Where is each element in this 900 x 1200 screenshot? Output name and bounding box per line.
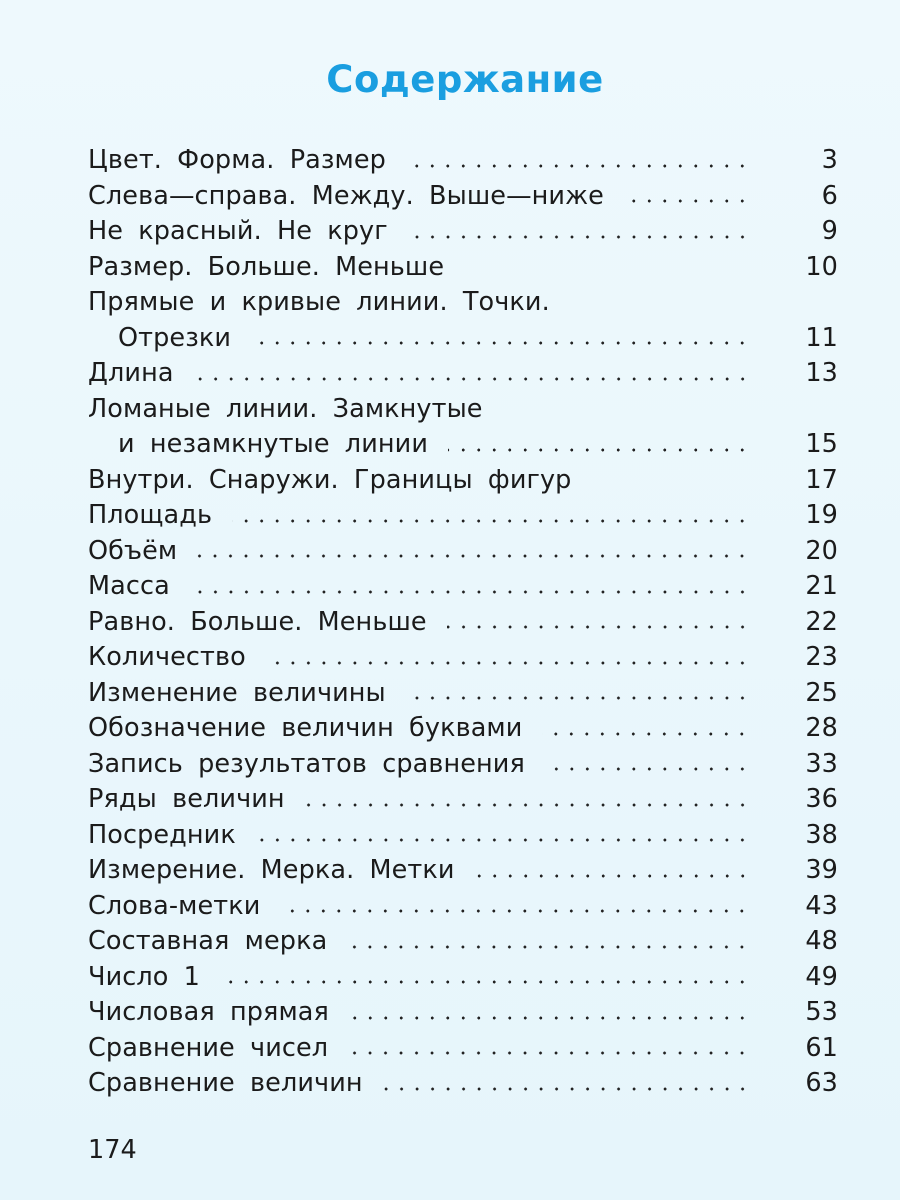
dot-leader — [190, 589, 750, 595]
dot-leader — [197, 553, 750, 559]
toc-entry-line — [88, 569, 838, 605]
toc-entry — [88, 143, 838, 179]
toc-entry-page: 15 — [805, 429, 838, 459]
toc-entry-title: Размер. Больше. Меньше — [88, 251, 445, 282]
toc-entry — [88, 995, 838, 1031]
toc-entry-title: Числовая прямая — [88, 997, 329, 1027]
toc-entry-line — [88, 534, 838, 570]
toc-entry-page: 61 — [805, 1032, 838, 1063]
toc-entry-title: Масса — [88, 571, 170, 601]
dot-leader — [475, 873, 750, 879]
toc-entry — [88, 1066, 838, 1102]
page-title: Содержание — [326, 58, 604, 101]
page-number: 174 — [88, 1135, 137, 1165]
toc-entry-title: Число 1 — [88, 961, 201, 992]
toc-entry-line — [88, 960, 838, 996]
toc-entry-page: 36 — [805, 784, 838, 814]
toc-entry-title: Длина — [88, 358, 174, 388]
toc-entry-title: Объём — [88, 535, 178, 566]
toc-entry-title: Запись результатов сравнения — [88, 748, 525, 779]
toc-entry-title: Отрезки — [118, 322, 232, 353]
dot-leader — [383, 1086, 750, 1092]
toc-entry-page: 11 — [805, 322, 838, 353]
dot-leader — [305, 802, 750, 808]
toc-entry-title: Сравнение величин — [88, 1068, 363, 1098]
toc-entry-title: Слова-метки — [88, 890, 261, 921]
dot-leader — [542, 731, 750, 737]
toc-entry — [88, 747, 838, 783]
toc-entry-line — [88, 285, 838, 321]
dot-leader — [348, 1050, 750, 1056]
toc-entry — [88, 924, 838, 960]
toc-entry-line — [88, 427, 838, 463]
toc-entry — [88, 179, 838, 215]
dot-leader — [448, 447, 750, 453]
toc-entry-title: Сравнение чисел — [88, 1032, 329, 1063]
toc-entry — [88, 640, 838, 676]
toc-entry-page: 22 — [805, 606, 838, 637]
toc-entry-page: 53 — [805, 997, 838, 1027]
dot-leader — [251, 340, 750, 346]
toc-entry-page: 20 — [805, 535, 838, 566]
toc-entry-line — [88, 853, 838, 889]
toc-entry-title: Прямые и кривые линии. Точки. — [88, 287, 550, 317]
toc-entry — [88, 1031, 838, 1067]
toc-entry — [88, 214, 838, 250]
toc-entry-line — [88, 214, 838, 250]
dot-leader — [591, 482, 750, 488]
toc-entry-page: 28 — [805, 713, 838, 743]
toc-entry-title: Изменение величины — [88, 677, 386, 708]
toc-entry-title: Посредник — [88, 819, 236, 850]
toc-entry-page: 38 — [805, 819, 838, 850]
toc-entry-line — [88, 711, 838, 747]
toc-entry-title: Обозначение величин буквами — [88, 713, 523, 743]
toc-entry-line — [88, 1066, 838, 1102]
dot-leader — [256, 837, 750, 843]
toc-entry-page: 19 — [805, 500, 838, 530]
toc-entry-line — [88, 924, 838, 960]
dot-leader — [232, 518, 750, 524]
toc-entry-page: 33 — [805, 748, 838, 779]
toc-entry-line — [88, 143, 838, 179]
toc-entry-line — [88, 463, 838, 499]
dot-leader — [266, 660, 750, 666]
toc-entry-line — [88, 392, 838, 428]
toc-entry-page: 13 — [805, 358, 838, 388]
dot-leader — [464, 269, 750, 275]
dot-leader — [406, 163, 750, 169]
toc-entry — [88, 782, 838, 818]
table-of-contents — [88, 143, 838, 1102]
toc-entry — [88, 356, 838, 392]
toc-entry — [88, 392, 838, 463]
toc-entry — [88, 285, 838, 356]
toc-entry-line — [88, 818, 838, 854]
toc-entry-line — [88, 498, 838, 534]
toc-entry — [88, 889, 838, 925]
dot-leader — [194, 376, 750, 382]
toc-entry — [88, 676, 838, 712]
toc-entry-title: Цвет. Форма. Размер — [88, 145, 386, 175]
dot-leader — [220, 979, 750, 985]
toc-entry-line — [88, 321, 838, 357]
toc-entry-title: Равно. Больше. Меньше — [88, 606, 427, 637]
toc-entry-title: Измерение. Мерка. Метки — [88, 855, 455, 885]
dot-leader — [624, 198, 750, 204]
dot-leader — [406, 695, 750, 701]
toc-entry — [88, 853, 838, 889]
toc-entry — [88, 711, 838, 747]
toc-entry — [88, 605, 838, 641]
toc-entry — [88, 818, 838, 854]
toc-entry-title: Составная мерка — [88, 926, 328, 956]
toc-entry-page: 23 — [805, 642, 838, 672]
toc-entry-page: 25 — [805, 677, 838, 708]
dot-leader — [447, 624, 750, 630]
toc-entry-page: 3 — [821, 145, 838, 175]
toc-entry-page: 39 — [805, 855, 838, 885]
toc-entry-line — [88, 782, 838, 818]
toc-entry-page: 17 — [805, 464, 838, 495]
toc-entry-line — [88, 605, 838, 641]
toc-entry-title: Не красный. Не круг — [88, 216, 388, 246]
toc-entry-title: Количество — [88, 642, 246, 672]
toc-entry-title: Ломаные линии. Замкнутые — [88, 393, 483, 424]
toc-entry — [88, 960, 838, 996]
toc-entry-line — [88, 179, 838, 215]
toc-entry-line — [88, 1031, 838, 1067]
toc-entry-line — [88, 250, 838, 286]
toc-entry-title: Внутри. Снаружи. Границы фигур — [88, 464, 572, 495]
dot-leader — [280, 908, 750, 914]
toc-entry-page: 21 — [805, 571, 838, 601]
toc-entry-page: 48 — [805, 926, 838, 956]
toc-entry-line — [88, 747, 838, 783]
toc-entry-line — [88, 889, 838, 925]
toc-entry-page: 9 — [821, 216, 838, 246]
toc-entry-page: 43 — [805, 890, 838, 921]
toc-entry — [88, 534, 838, 570]
toc-entry — [88, 569, 838, 605]
toc-entry-line — [88, 356, 838, 392]
dot-leader — [347, 944, 750, 950]
toc-entry-title: Площадь — [88, 500, 213, 530]
toc-entry-line — [88, 640, 838, 676]
toc-entry-line — [88, 676, 838, 712]
toc-entry-page: 49 — [805, 961, 838, 992]
toc-entry — [88, 463, 838, 499]
toc-entry-page: 10 — [805, 251, 838, 282]
toc-entry-page: 63 — [805, 1068, 838, 1098]
toc-entry — [88, 498, 838, 534]
dot-leader — [408, 234, 750, 240]
toc-entry-title: Ряды величин — [88, 784, 285, 814]
toc-entry-page: 6 — [821, 180, 838, 211]
toc-entry-title: Слева—справа. Между. Выше—ниже — [88, 180, 604, 211]
toc-entry-line — [88, 995, 838, 1031]
toc-entry — [88, 250, 838, 286]
dot-leader — [349, 1015, 750, 1021]
dot-leader — [545, 766, 750, 772]
toc-entry-title: и незамкнутые линии — [118, 429, 428, 459]
